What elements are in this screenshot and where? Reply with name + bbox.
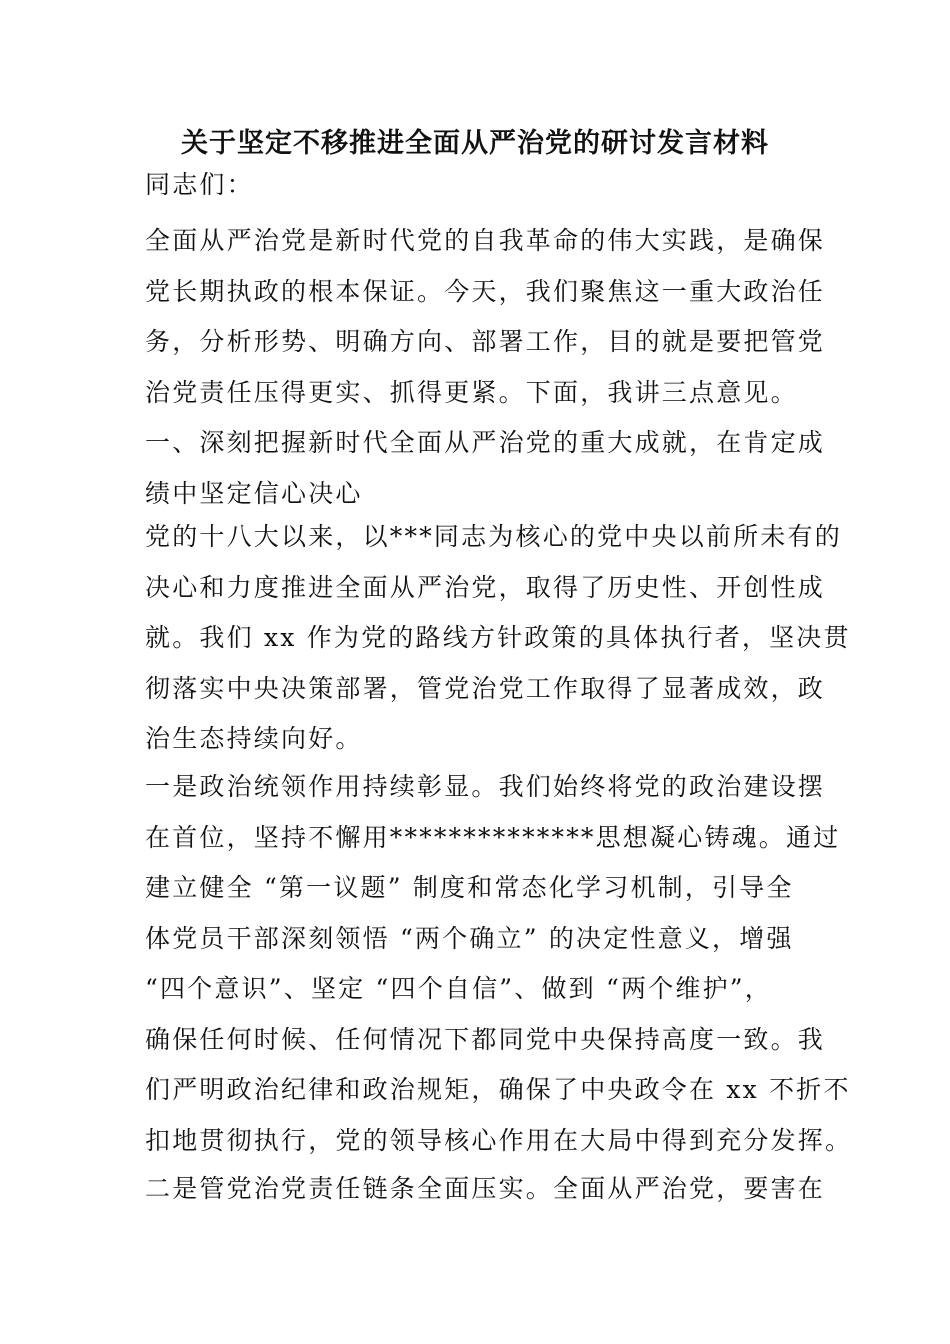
paragraph-line: 一是政治统领作用持续彰显。我们始终将党的政治建设摆 (145, 772, 826, 801)
paragraph-line: 二是管党治党责任链条全面压实。全面从严治党，要害在 (145, 1174, 826, 1203)
paragraph-line: 建立健全 “第一议题” 制度和常态化学习机制，引导全 (145, 873, 794, 902)
document-title: 关于坚定不移推进全面从严治党的研讨发言材料 (181, 128, 769, 159)
paragraph-achievements (145, 512, 851, 765)
paragraph-line: “四个意识”、坚定 “四个自信”、做到 “两个维护”， (145, 974, 772, 1003)
paragraph-line: 就。我们 xx 作为党的路线方针政策的具体执行者，坚决贯 (145, 623, 851, 652)
paragraph-line: 全面从严治党是新时代党的自我革命的伟大实践，是确保 (145, 226, 826, 255)
paragraph-line: 治党责任压得更实、抓得更紧。下面，我讲三点意见。 (145, 377, 798, 407)
paragraph-responsibility-chain (145, 1164, 826, 1215)
paragraph-line: 治生态持续向好。 (145, 724, 363, 753)
paragraph-line: 们严明政治纪律和政治规矩，确保了中央政令在 xx 不折不 (145, 1075, 851, 1104)
paragraph-line: 务，分析形势、明确方向、部署工作，目的就是要把管党 (145, 327, 826, 356)
paragraph-intro (145, 216, 826, 418)
heading-line: 绩中坚定信心决心 (145, 478, 363, 508)
paragraph-line: 确保任何时候、任何情况下都同党中央保持高度一致。我 (145, 1024, 826, 1054)
paragraph-political-leadership (145, 762, 853, 1166)
salutation-line: 同志们： (145, 170, 254, 199)
heading-line: 一、深刻把握新时代全面从严治党的重大成就，在肯定成 (145, 428, 826, 457)
paragraph-line: 党长期执政的根本保证。今天，我们聚焦这一重大政治任 (145, 276, 826, 306)
paragraph-line: 彻落实中央决策部署，管党治党工作取得了显著成效，政 (145, 673, 826, 703)
paragraph-line: 扣地贯彻执行，党的领导核心作用在大局中得到充分发挥。 (145, 1125, 853, 1155)
paragraph-line: 体党员干部深刻领悟 “两个确立” 的决定性意义，增强 (145, 923, 794, 953)
salutation (145, 160, 810, 211)
paragraph-line: 党的十八大以来，以***同志为核心的党中央以前所未有的 (145, 522, 842, 551)
section-heading-1 (145, 418, 826, 519)
paragraph-line: 在首位，坚持不懈用**************思想凝心铸魂。通过 (145, 822, 841, 852)
paragraph-line: 决心和力度推进全面从严治党，取得了历史性、开创性成 (145, 572, 826, 602)
